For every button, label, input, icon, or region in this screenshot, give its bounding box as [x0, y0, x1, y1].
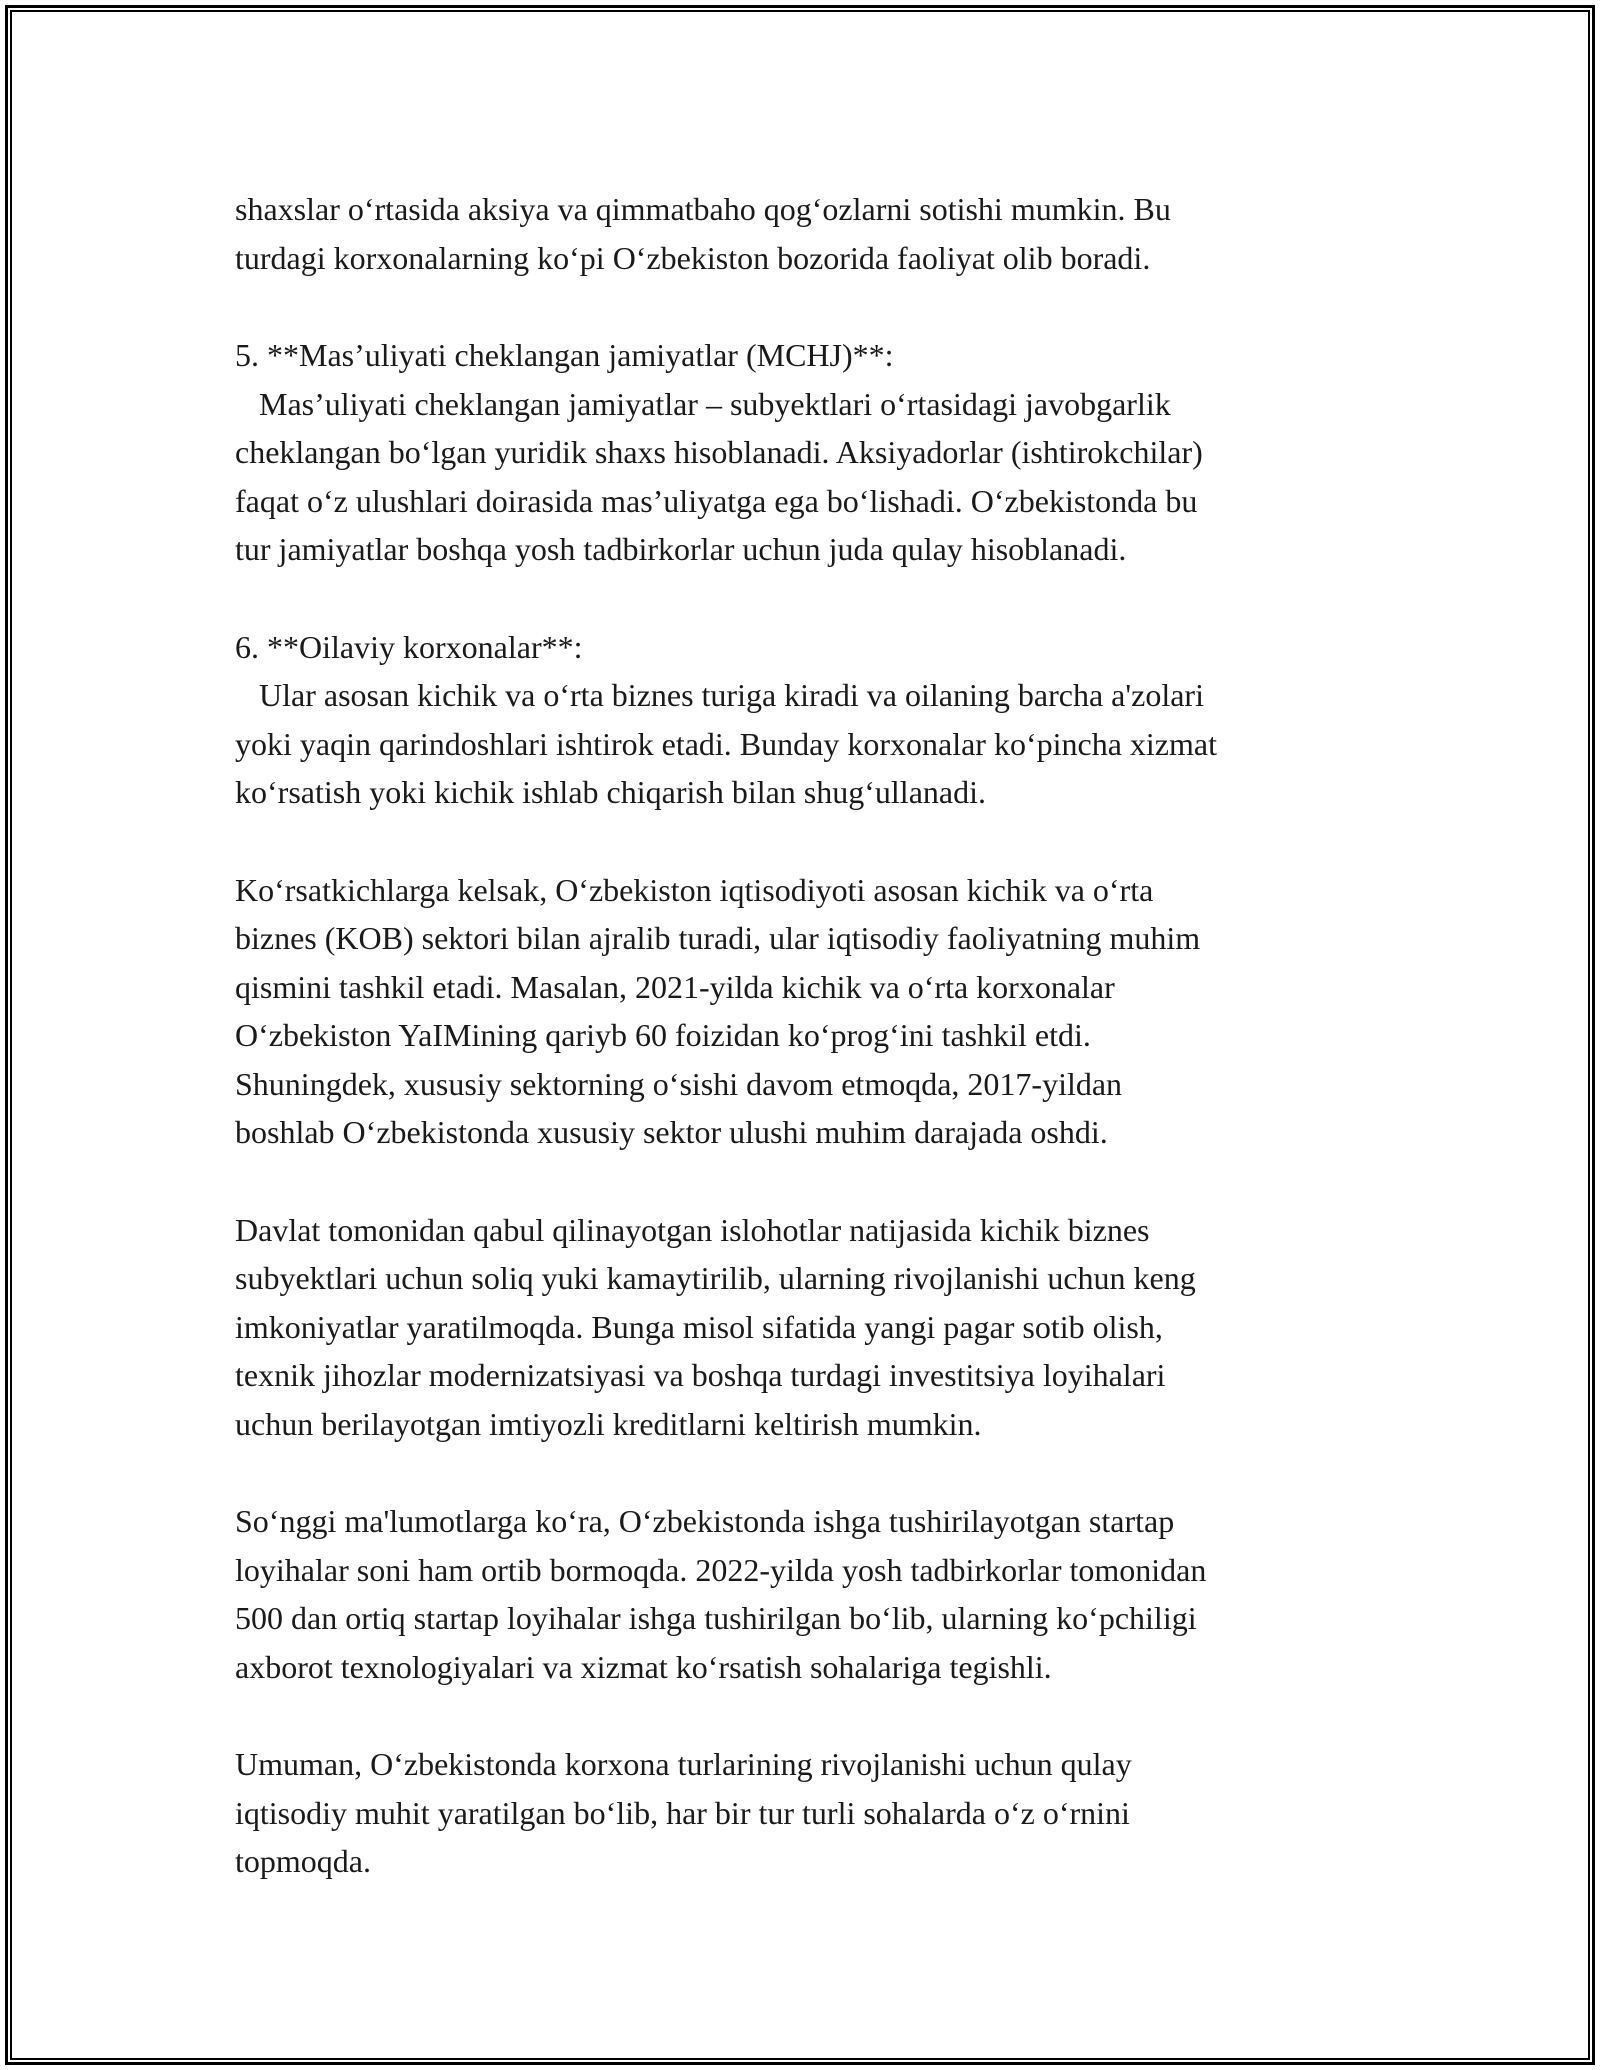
paragraph-p7 — [235, 1740, 1415, 1886]
text-line: 500 dan ortiq startap loyihalar ishga tushirilgan bo‘lib, ularning ko‘pchiligi — [235, 1600, 1197, 1636]
text-line: Davlat tomonidan qabul qilinayotgan islohotlar natijasida kichik biznes — [235, 1211, 1150, 1248]
text-line: shaxslar o‘rtasida aksiya va qimmatbaho qog‘ozlarni sotishi mumkin. Bu — [235, 191, 1171, 227]
paragraph-p2 — [235, 331, 1415, 574]
text-line: Mas’uliyati cheklangan jamiyatlar – subyektlari o‘rtasidagi javobgarlik — [235, 385, 1171, 422]
text-line: turdagi korxonalarning ko‘pi O‘zbekiston bozorida faoliyat olib boradi. — [235, 239, 1151, 276]
document-body — [235, 185, 1415, 1935]
text-line: imkoniyatlar yaratilmoqda. Bunga misol sifatida yangi pagar sotib olish, — [235, 1308, 1163, 1345]
text-line: texnik jihozlar modernizatsiyasi va boshqa turdagi investitsiya loyihalari — [235, 1357, 1166, 1393]
paragraph-p3 — [235, 623, 1415, 817]
text-line: uchun berilayotgan imtiyozli kreditlarni keltirish mumkin. — [235, 1405, 982, 1442]
text-line: yoki yaqin qarindoshlari ishtirok etadi. Bunday korxonalar ko‘pincha xizmat — [235, 725, 1217, 762]
text-line: Ular asosan kichik va o‘rta biznes turiga kiradi va oilaning barcha a'zolari — [235, 677, 1204, 713]
text-line: boshlab O‘zbekistonda xususiy sektor ulushi muhim darajada oshdi. — [235, 1114, 1108, 1150]
text-line: loyihalar soni ham ortib bormoqda. 2022-yilda yosh tadbirkorlar tomonidan — [235, 1551, 1207, 1588]
text-line: qismini tashkil etadi. Masalan, 2021-yilda kichik va o‘rta korxonalar — [235, 968, 1115, 1005]
text-line: topmoqda. — [235, 1843, 371, 1879]
paragraph-p5 — [235, 1206, 1415, 1449]
text-line: iqtisodiy muhit yaratilgan bo‘lib, har bir tur turli sohalarda o‘z o‘rnini — [235, 1794, 1130, 1831]
paragraph-p6 — [235, 1497, 1415, 1691]
text-line: Ko‘rsatkichlarga kelsak, O‘zbekiston iqtisodiyoti asosan kichik va o‘rta — [235, 871, 1154, 908]
paragraph-p4 — [235, 866, 1415, 1157]
text-line: 6. **Oilaviy korxonalar**: — [235, 628, 583, 665]
text-line: faqat o‘z ulushlari doirasida mas’uliyatga ega bo‘lishadi. O‘zbekistonda bu — [235, 482, 1198, 519]
text-line: subyektlari uchun soliq yuki kamaytirilib, ularning rivojlanishi uchun keng — [235, 1260, 1196, 1296]
text-line: axborot texnologiyalari va xizmat ko‘rsatish sohalariga tegishli. — [235, 1648, 1052, 1685]
text-line: 5. **Mas’uliyati cheklangan jamiyatlar (MCHJ)**: — [235, 337, 894, 373]
text-line: ko‘rsatish yoki kichik ishlab chiqarish bilan shug‘ullanadi. — [235, 774, 986, 810]
text-line: Umuman, O‘zbekistonda korxona turlarining rivojlanishi uchun qulay — [235, 1746, 1132, 1782]
paragraph-p1 — [235, 185, 1415, 282]
text-line: So‘nggi ma'lumotlarga ko‘ra, O‘zbekistonda ishga tushirilayotgan startap — [235, 1503, 1175, 1539]
text-line: Shuningdek, xususiy sektorning o‘sishi davom etmoqda, 2017-yildan — [235, 1065, 1123, 1102]
text-line: cheklangan bo‘lgan yuridik shaxs hisoblanadi. Aksiyadorlar (ishtirokchilar) — [235, 434, 1203, 470]
text-line: O‘zbekiston YaIMining qariyb 60 foizidan ko‘prog‘ini tashkil etdi. — [235, 1017, 1091, 1053]
text-line: tur jamiyatlar boshqa yosh tadbirkorlar uchun juda qulay hisoblanadi. — [235, 531, 1127, 567]
text-line: biznes (KOB) sektori bilan ajralib turadi, ular iqtisodiy faoliyatning muhim — [235, 920, 1201, 956]
